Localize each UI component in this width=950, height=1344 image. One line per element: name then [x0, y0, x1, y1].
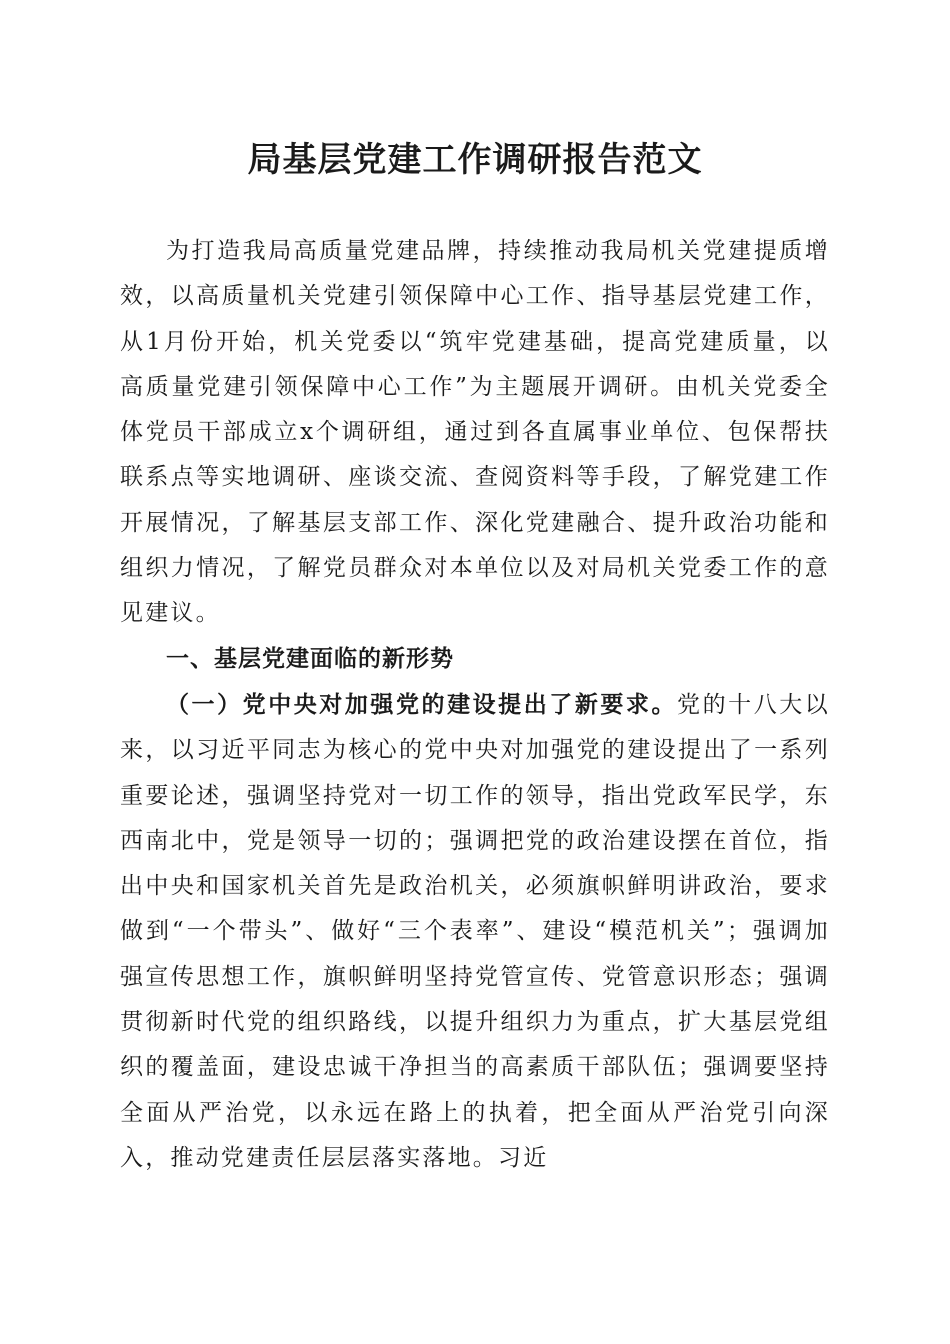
subsection-paragraph — [120, 682, 830, 1181]
subsection-text: 党的十八大以来，以习近平同志为核心的党中央对加强党的建设提出了一系列重要论述，强调坚持党对一切工作的领导，指出党政军民学，东西南北中，党是领导一切的；强调把党的政治建设摆在首位，指出中央和国家机关首先是政治机关，必须旗帜鲜明讲政治，要求做到“一个带头”、做好“三个表率”、建设“模范机关”；强调加强宣传思想工作，旗帜鲜明坚持党管宣传、党管意识形态；强调贯彻新时代党的组织路线，以提升组织力为重点，扩大基层党组织的覆盖面，建设忠诚干净担当的高素质干部队伍；强调要坚持全面从严治党，以永远在路上的执着，把全面从严治党引向深入，推动党建责任层层落实落地。习近 — [120, 691, 831, 1171]
document-body — [120, 229, 830, 1181]
intro-paragraph: 为打造我局高质量党建品牌，持续推动我局机关党建提质增效，以高质量机关党建引领保障中心工作、指导基层党建工作，从1月份开始，机关党委以“筑牢党建基础，提高党建质量，以高质量党建引领保障中心工作”为主题展开调研。由机关党委全体党员干部成立x个调研组，通过到各直属事业单位、包保帮扶联系点等实地调研、座谈交流、查阅资料等手段，了解党建工作开展情况，了解基层支部工作、深化党建融合、提升政治功能和组织力情况，了解党员群众对本单位以及对局机关党委工作的意见建议。 — [120, 238, 830, 627]
section-heading: 一、基层党建面临的新形势 — [166, 645, 454, 672]
subsection-heading: （一）党中央对加强党的建设提出了新要求。 — [166, 690, 678, 718]
document-title: 局基层党建工作调研报告范文 — [247, 140, 703, 180]
